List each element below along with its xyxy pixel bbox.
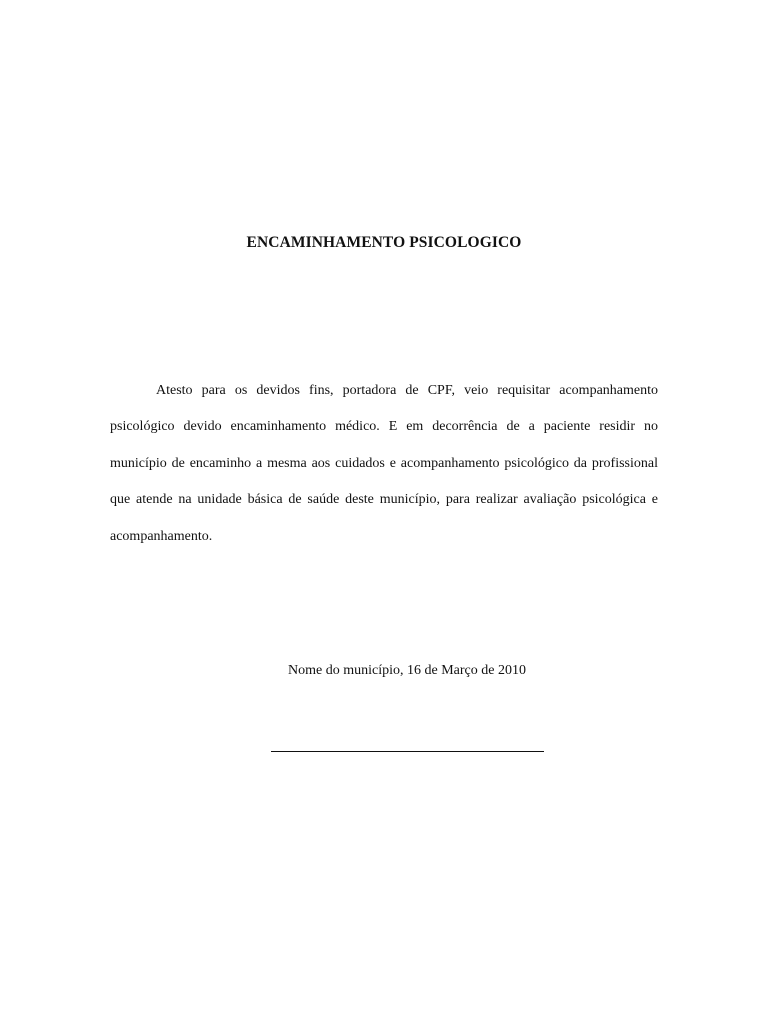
- signature-line: [271, 751, 544, 752]
- document-title: ENCAMINHAMENTO PSICOLOGICO: [246, 234, 522, 251]
- place-date-line: Nome do município, 16 de Março de 2010: [288, 663, 526, 678]
- document-body-paragraph: Atesto para os devidos fins, portadora de CPF, veio requisitar acompanhamento psicológico devido encaminhamento médico. E em decorrência de a paciente residir no município de encaminho a mesma aos cuidados e acompanhamento psicológico da profissional que atende na unidade básica de saúde deste município, para realizar avaliação psicológica e acompanhamento.: [110, 383, 658, 544]
